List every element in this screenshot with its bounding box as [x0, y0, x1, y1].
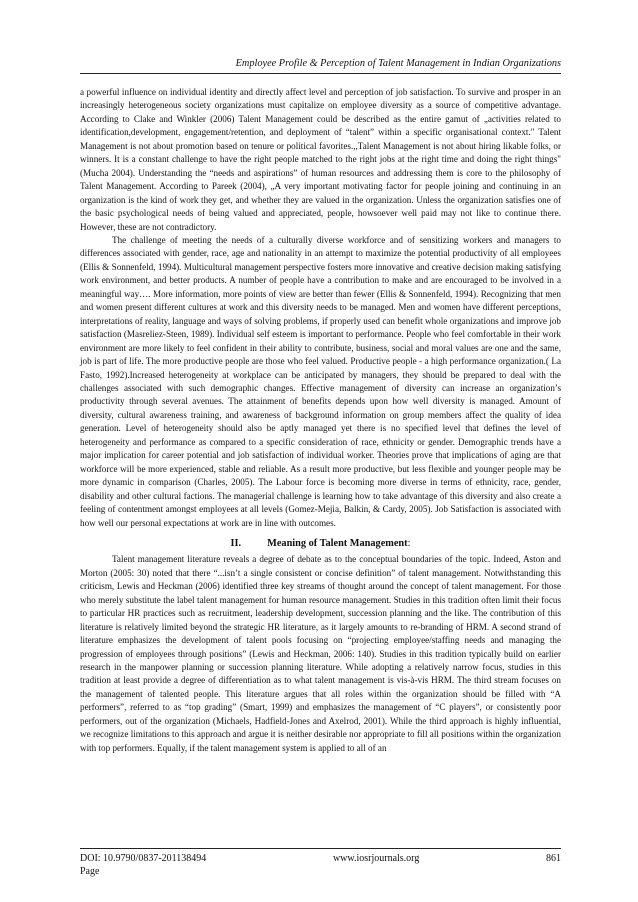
footer-page-label: Page	[80, 866, 100, 877]
running-title: Employee Profile & Perception of Talent Management in Indian Organizations	[235, 58, 561, 69]
paragraph: Talent management literature reveals a degree of debate as to the conceptual boundaries of the topic. Indeed, Aston and Morton (2005: 30) noted that there “...isn’t a single consistent or concise definition” of talent management. Notwithstanding this criticism, Lewis and Heckman (2006) identified three key streams of thought around the concept of talent management. For those who merely substitute the label talent management for human resource management. Studies in this tradition often limit their focus to particular HR practices such as recruitment, leadership development, succession planning and the like. The contribution of this literature is relatively limited beyond the strategic HR literature, as it largely amounts to re-branding of HRM. A second strand of literature emphasizes the development of talent pools focusing on “projecting employee/staffing needs and managing the progression of employees through positions” (Lewis and Heckman, 2006: 140). Studies in this tradition typically build on earlier research in the manpower planning or succession planning literature. While adopting a relatively narrow focus, studies in this tradition at least provide a degree of differentiation as to what talent management is vis-à-vis HRM. The third stream focuses on the management of talented people. This literature argues that all roles within the organization should be filled with “A performers”, referred to as “top grading” (Smart, 1999) and emphasizes the management of “C players”, or consistently poor performers, out of the organization (Michaels, Hadfield-Jones and Axelrod, 2001). While the third approach is highly influential, we recognize limitations to this approach and argue it is neither desirable nor appropriate to fill all positions within the organization with top performers. Equally, if the talent management system is applied to all of an	[80, 554, 561, 753]
footer-website: www.iosrjournals.org	[332, 853, 420, 864]
paragraph: a powerful influence on individual identity and directly affect level and perception of job satisfaction. To survive and prosper in an increasingly heterogeneous society organizations must capitalize on employee diversity as a source of competitive advantage. According to Clake and Winkler (2006) Talent Management could be described as the entire gamut of „activities related to identification,development, engagement/retention, and deployment of “talent” within a specific organisational context." Talent Management is not about promotion based on tenure or political favorites.,,Talent Management is not about hiring likable folks, or winners. It is a constant challenge to have the right people matched to the right jobs at the right time and doing the right things"(Mucha 2004). Understanding the “needs and aspirations” of human resources and addressing them is core to the philosophy of Talent Management. According to Pareek (2004), „A very important motivating factor for people joining and continuing in an organization is the kind of work they get, and whether they are valued in the organization. Unless the organization satisfies one of the basic psychological needs of being valued and appreciated, people, howsoever well paid may not like to continue there. However, these are not contradictory.	[80, 87, 561, 232]
footer-doi: DOI: 10.9790/0837-201138494	[80, 853, 207, 864]
paragraph: The challenge of meeting the needs of a culturally diverse workforce and of sensitizing workers and managers to differences associated with gender, race, age and nationality in an attempt to maximize the potential productivity of all employees (Ellis & Sonnenfeld, 1994). Multicultural management perspective fosters more innovative and creative decision making satisfying work environment, and better products. A number of people have a contribution to make and are encouraged to be involved in a meaningful way…. More information, more points of view are better than fewer (Ellis & Sonnenfeld, 1994). Recognizing that men and women present different cultures at work and this diversity needs to be managed. Men and women have different perceptions, interpretations of reality, language and ways of solving problems, if properly used can benefit whole organizations and improve job satisfaction (Masreliez-Steen, 1989). Individual self esteem is important to performance. People who feel comfortable in their work environment are more likely to feel confident in their ability to contribute, business, social and moral values are one and the same, job is part of life. The more productive people are those who feel valued. Productive people - a high performance organization.( La Fasto, 1992).Increased heterogeneity at workplace can be anticipated by managers, they should be prepared to deal with the challenges associated with such demographic changes. Effective management of diversity can increase an organization’s productivity through several avenues. The attainment of benefits depends upon how well diversity is managed. Amount of diversity, cultural awareness training, and awareness of background information on group members affect the quality of idea generation. Level of heterogeneity should also be aptly managed yet there is no specified level that defines the level of heterogeneity and performance as compared to a specific consideration of race, ethnicity or gender. Demographic trends have a major implication for career potential and job satisfaction of individual worker. Theories prove that implications of aging are that workforce will be more experienced, stable and reliable. As a result more productive, but less flexible and younger people may be more dynamic in comparison (Charles, 2005). The Labour force is becoming more diverse in terms of ethnicity, race, gender, disability and other cultural factions. The managerial challenge is learning how to take advantage of this diversity and also create a feeling of contentment amongst employees at all levels (Gomez-Mejia, Balkin, & Cardy, 2005). Job Satisfaction is associated with how well our personal expectations at work are in line with outcomes.	[80, 234, 561, 528]
section-number: II.	[230, 537, 242, 549]
section-heading	[80, 537, 561, 550]
page-footer	[80, 848, 561, 878]
footer-page-number: 861	[546, 853, 561, 864]
running-header	[80, 58, 561, 74]
section-colon: :	[407, 537, 411, 549]
section-title: Meaning of Talent Management	[267, 537, 408, 549]
body-text	[80, 86, 561, 755]
